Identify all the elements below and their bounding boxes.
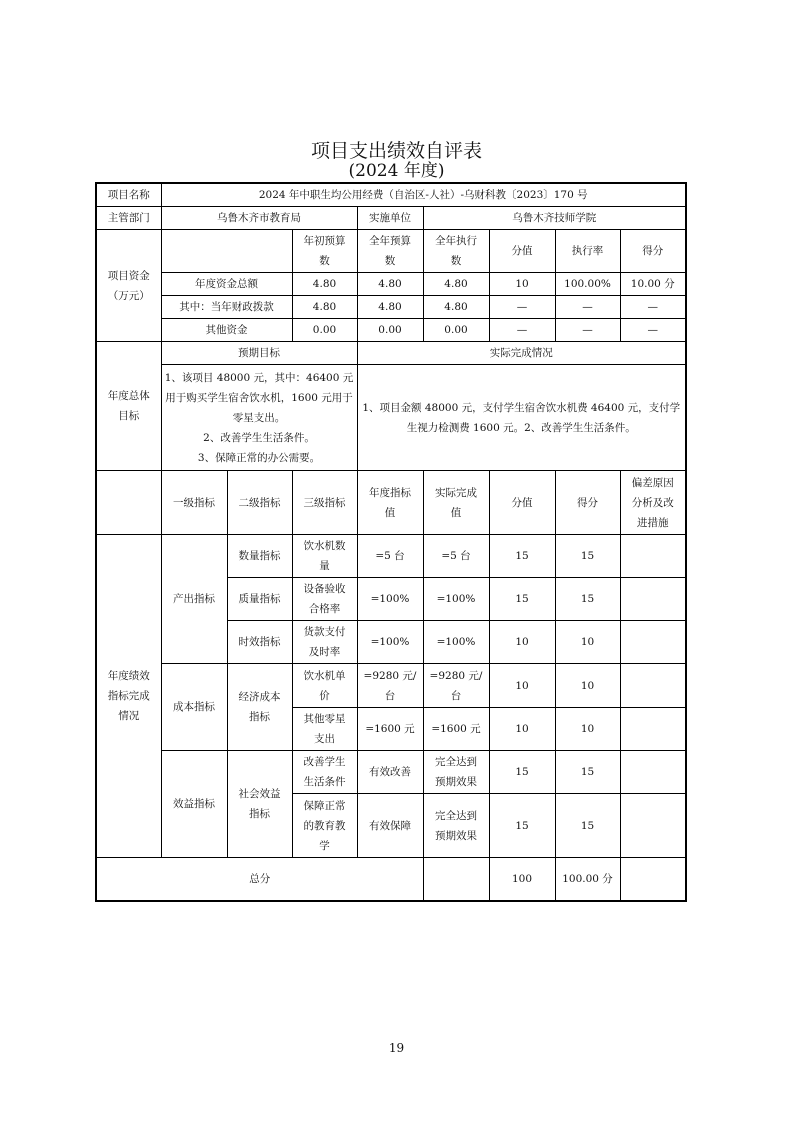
indicator-value: 15 bbox=[489, 751, 555, 794]
indicators-header-deviation: 偏差原因 分析及改 进措施 bbox=[620, 471, 686, 535]
dept-row bbox=[96, 207, 686, 230]
indicator-actual: 完全达到 预期效果 bbox=[423, 751, 489, 794]
total-deviation bbox=[620, 858, 686, 901]
performance-table bbox=[95, 182, 687, 902]
project-name-value: 2024 年中职生均公用经费（自治区-人社）-乌财科教〔2023〕170 号 bbox=[161, 183, 686, 207]
indicator-target: =100% bbox=[357, 578, 423, 621]
funds-row-score: 10.00 分 bbox=[620, 273, 686, 296]
page-number: 19 bbox=[388, 1041, 405, 1055]
funds-row-annual: 4.80 bbox=[357, 273, 423, 296]
funds-header-row bbox=[96, 230, 686, 273]
indicator-level3: 保障正常 的教育教 学 bbox=[292, 794, 357, 858]
indicators-header-blank bbox=[96, 471, 161, 535]
funds-row-annual: 0.00 bbox=[357, 319, 423, 342]
goals-expected-header: 预期目标 bbox=[161, 342, 357, 365]
indicator-row bbox=[96, 664, 686, 708]
indicator-actual: =1600 元 bbox=[423, 708, 489, 751]
funds-header-blank bbox=[161, 230, 292, 273]
indicator-score: 15 bbox=[555, 535, 620, 578]
indicator-deviation bbox=[620, 708, 686, 751]
indicators-header-row bbox=[96, 471, 686, 535]
funds-row bbox=[96, 319, 686, 342]
indicator-score: 10 bbox=[555, 621, 620, 664]
indicator-score: 10 bbox=[555, 664, 620, 708]
indicator-deviation bbox=[620, 621, 686, 664]
indicator-level3: 货款支付 及时率 bbox=[292, 621, 357, 664]
goals-actual-text: 1、项目金额 48000 元，支付学生宿舍饮水机费 46400 元，支付学生视力检测费 1600 元。2、改善学生生活条件。 bbox=[357, 365, 686, 471]
indicator-value: 10 bbox=[489, 708, 555, 751]
indicator-actual: =9280 元/ 台 bbox=[423, 664, 489, 708]
total-blank bbox=[423, 858, 489, 901]
goals-content-row bbox=[96, 365, 686, 471]
funds-row-rate: 100.00% bbox=[555, 273, 620, 296]
indicator-value: 10 bbox=[489, 664, 555, 708]
funds-header-value: 分值 bbox=[489, 230, 555, 273]
indicator-level3: 其他零星 支出 bbox=[292, 708, 357, 751]
indicator-value: 15 bbox=[489, 794, 555, 858]
indicator-score: 15 bbox=[555, 794, 620, 858]
indicator-level2: 质量指标 bbox=[227, 578, 292, 621]
indicator-target: 有效改善 bbox=[357, 751, 423, 794]
funds-row-value: — bbox=[489, 296, 555, 319]
indicator-actual: =5 台 bbox=[423, 535, 489, 578]
goals-expected-text: 1、该项目 48000 元，其中：46400 元用于购买学生宿舍饮水机，1600 元用于零星支出。 2、改善学生生活条件。 3、保障正常的办公需要。 bbox=[161, 365, 357, 471]
goals-header-row bbox=[96, 342, 686, 365]
funds-row-initial: 4.80 bbox=[292, 273, 357, 296]
funds-row-executed: 4.80 bbox=[423, 273, 489, 296]
funds-header-initial: 年初预算 数 bbox=[292, 230, 357, 273]
indicator-score: 15 bbox=[555, 751, 620, 794]
indicator-score: 10 bbox=[555, 708, 620, 751]
funds-row-score: — bbox=[620, 319, 686, 342]
funds-row-executed: 0.00 bbox=[423, 319, 489, 342]
funds-row-initial: 0.00 bbox=[292, 319, 357, 342]
indicator-level1: 产出指标 bbox=[161, 535, 227, 664]
indicator-row bbox=[96, 751, 686, 794]
indicators-header-target: 年度指标 值 bbox=[357, 471, 423, 535]
funds-header-rate: 执行率 bbox=[555, 230, 620, 273]
funds-header-score: 得分 bbox=[620, 230, 686, 273]
funds-row-score: — bbox=[620, 296, 686, 319]
indicator-deviation bbox=[620, 578, 686, 621]
page-subtitle: (2024 年度) bbox=[348, 161, 445, 181]
indicator-level2: 数量指标 bbox=[227, 535, 292, 578]
funds-row-initial: 4.80 bbox=[292, 296, 357, 319]
unit-value: 乌鲁木齐技师学院 bbox=[423, 207, 686, 230]
funds-row bbox=[96, 296, 686, 319]
indicator-target: =100% bbox=[357, 621, 423, 664]
indicator-target: =9280 元/ 台 bbox=[357, 664, 423, 708]
total-row bbox=[96, 858, 686, 901]
indicator-deviation bbox=[620, 664, 686, 708]
indicator-value: 15 bbox=[489, 535, 555, 578]
indicator-score: 15 bbox=[555, 578, 620, 621]
indicator-level2: 时效指标 bbox=[227, 621, 292, 664]
indicators-header-actual: 实际完成 值 bbox=[423, 471, 489, 535]
project-name-row bbox=[96, 183, 686, 207]
indicator-row bbox=[96, 535, 686, 578]
funds-row-value: 10 bbox=[489, 273, 555, 296]
goals-actual-header: 实际完成情况 bbox=[357, 342, 686, 365]
indicator-value: 10 bbox=[489, 621, 555, 664]
indicator-level1: 效益指标 bbox=[161, 751, 227, 858]
funds-row-rate: — bbox=[555, 296, 620, 319]
indicators-header-level3: 三级指标 bbox=[292, 471, 357, 535]
total-label: 总分 bbox=[96, 858, 423, 901]
indicator-target: =1600 元 bbox=[357, 708, 423, 751]
indicators-header-level2: 二级指标 bbox=[227, 471, 292, 535]
funds-header-annual: 全年预算 数 bbox=[357, 230, 423, 273]
funds-row-name: 其他资金 bbox=[161, 319, 292, 342]
indicator-level3: 饮水机数 量 bbox=[292, 535, 357, 578]
project-name-label: 项目名称 bbox=[96, 183, 161, 207]
total-value: 100 bbox=[489, 858, 555, 901]
indicator-level2: 社会效益 指标 bbox=[227, 751, 292, 858]
indicators-header-value: 分值 bbox=[489, 471, 555, 535]
funds-header-executed: 全年执行 数 bbox=[423, 230, 489, 273]
unit-label: 实施单位 bbox=[357, 207, 423, 230]
funds-row bbox=[96, 273, 686, 296]
indicator-actual: =100% bbox=[423, 621, 489, 664]
indicators-header-score: 得分 bbox=[555, 471, 620, 535]
indicator-actual: =100% bbox=[423, 578, 489, 621]
indicator-actual: 完全达到 预期效果 bbox=[423, 794, 489, 858]
indicators-header-level1: 一级指标 bbox=[161, 471, 227, 535]
indicator-level3: 设备验收 合格率 bbox=[292, 578, 357, 621]
indicator-target: 有效保障 bbox=[357, 794, 423, 858]
funds-row-annual: 4.80 bbox=[357, 296, 423, 319]
indicator-deviation bbox=[620, 535, 686, 578]
funds-row-rate: — bbox=[555, 319, 620, 342]
indicator-target: =5 台 bbox=[357, 535, 423, 578]
indicator-deviation bbox=[620, 751, 686, 794]
funds-row-executed: 4.80 bbox=[423, 296, 489, 319]
indicator-level3: 饮水机单 价 bbox=[292, 664, 357, 708]
indicator-deviation bbox=[620, 794, 686, 858]
indicators-label: 年度绩效 指标完成 情况 bbox=[96, 535, 161, 858]
indicator-value: 15 bbox=[489, 578, 555, 621]
indicator-level2: 经济成本 指标 bbox=[227, 664, 292, 751]
page-title: 项目支出绩效自评表 bbox=[310, 140, 482, 162]
funds-row-name: 年度资金总额 bbox=[161, 273, 292, 296]
dept-label: 主管部门 bbox=[96, 207, 161, 230]
goals-label: 年度总体 目标 bbox=[96, 342, 161, 471]
total-score: 100.00 分 bbox=[555, 858, 620, 901]
indicator-level3: 改善学生 生活条件 bbox=[292, 751, 357, 794]
funds-label: 项目资金 （万元） bbox=[96, 230, 161, 342]
funds-row-name: 其中：当年财政拨款 bbox=[161, 296, 292, 319]
funds-row-value: — bbox=[489, 319, 555, 342]
dept-value: 乌鲁木齐市教育局 bbox=[161, 207, 357, 230]
indicator-level1: 成本指标 bbox=[161, 664, 227, 751]
